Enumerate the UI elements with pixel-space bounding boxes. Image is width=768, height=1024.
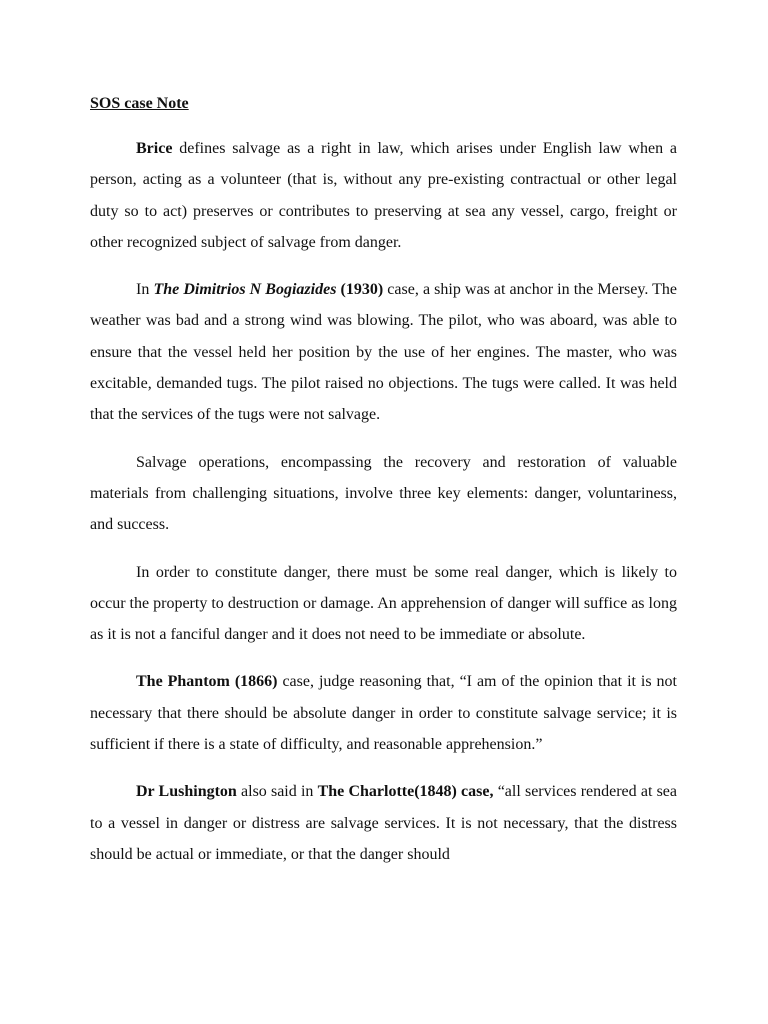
paragraph-dimitrios-case xyxy=(90,274,677,430)
paragraph-text: defines salvage as a right in law, which arises under English law when a person, acting as a volunteer (that is, without any pre-existing contractual or other legal duty so to act) preserves or contributes to preserving at sea any vessel, cargo, freight or other recognized subject of salvage from danger. xyxy=(90,140,677,251)
paragraph-charlotte-case xyxy=(90,776,677,870)
paragraph-text: In order to constitute danger, there must be some real danger, which is likely to occur the property to destruction or damage. An apprehension of danger will suffice as long as it is not a fanciful danger and it does not need to be immediate or absolute. xyxy=(90,563,677,644)
paragraph-text: case, judge reasoning that, “I am of the opinion that it is not necessary that there should be absolute danger in order to constitute salvage service; it is sufficient if there is a state of difficulty, and reasonable apprehension.” xyxy=(90,673,677,754)
judge-name: Dr Lushington xyxy=(136,783,237,801)
paragraph-connector: also said in xyxy=(236,783,318,801)
case-name: The Phantom (1866) xyxy=(136,673,278,691)
document-heading: SOS case Note xyxy=(90,95,189,112)
case-name: The Dimitrios N Bogiazides xyxy=(153,281,337,299)
case-year: (1930) xyxy=(336,281,384,299)
paragraph-salvage-definition xyxy=(90,133,677,258)
paragraph-text: “all services rendered at sea to a vessel in danger or distress are salvage services. It is not necessary, that the distress should be actual or immediate, or that the danger should xyxy=(90,783,678,863)
author-name: Brice xyxy=(136,140,173,157)
paragraph-lead: In xyxy=(136,281,154,299)
paragraph-text: Salvage operations, encompassing the recovery and restoration of valuable materials from challenging situations, involve three key elements: danger, voluntariness, and success. xyxy=(90,453,677,534)
paragraph-danger xyxy=(90,557,677,651)
paragraph-text: case, a ship was at anchor in the Mersey. The weather was bad and a strong wind was blowing. The pilot, who was aboard, was able to ensure that the vessel held her position by the use of her engines. The master, who was excitable, demanded tugs. The pilot raised no objections. The tugs were called. It was held that the services of the tugs were not salvage. xyxy=(90,281,678,424)
paragraph-salvage-elements xyxy=(90,447,677,541)
case-name: The Charlotte(1848) case, xyxy=(317,783,494,801)
paragraph-phantom-case xyxy=(90,666,677,760)
document-body xyxy=(90,92,677,886)
